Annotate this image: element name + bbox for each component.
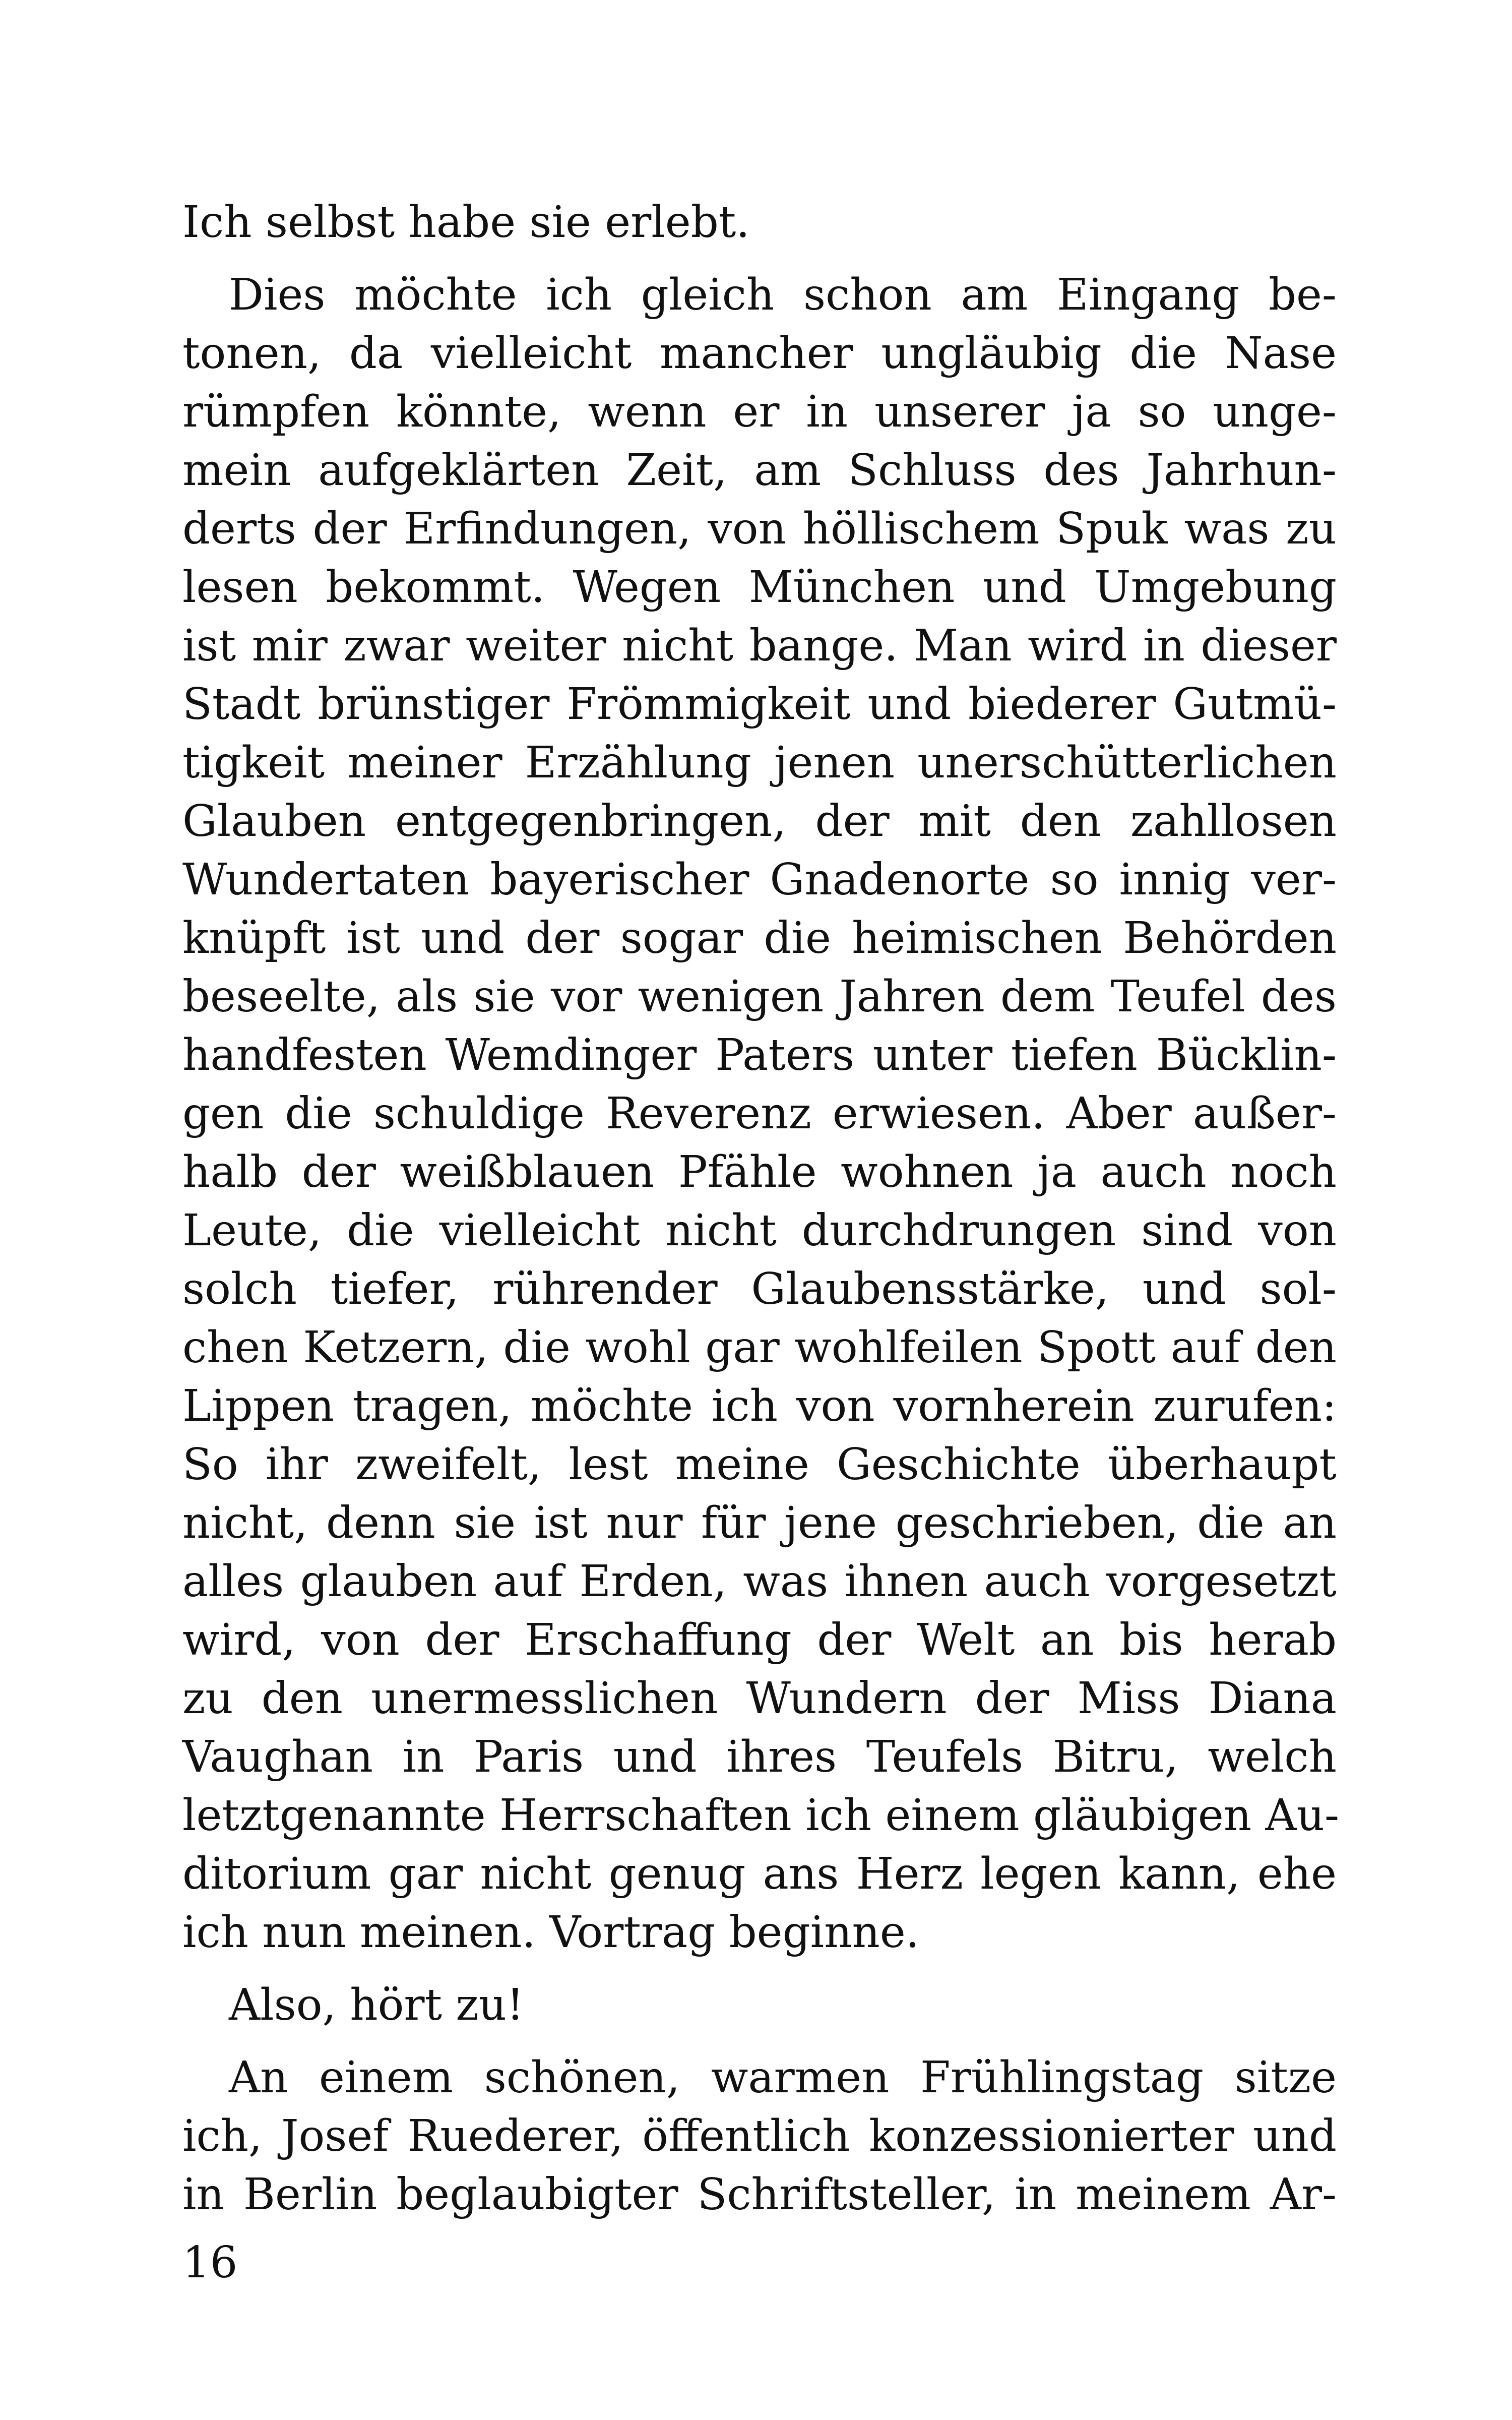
text-line: handfesten Wemdinger Paters unter tiefen Bücklin-	[182, 1030, 1337, 1080]
text-line: in Berlin beglaubigter Schriftsteller, in meinem Ar-	[182, 2169, 1337, 2220]
body-text	[182, 193, 1340, 2224]
text-line: gen die schuldige Reverenz erwiesen. Aber außer-	[182, 1088, 1337, 1139]
text-line: lesen bekommt. Wegen München und Umgebung	[182, 562, 1337, 613]
text-line: Also, hört zu!	[229, 1980, 524, 2030]
text-line: tigkeit meiner Erzählung jenen unerschütterlichen	[182, 738, 1337, 788]
text-line: beseelte, als sie vor wenigen Jahren dem Teufel des	[182, 972, 1337, 1022]
text-line: Vaughan in Paris und ihres Teufels Bitru, welch	[182, 1732, 1337, 1782]
text-line: chen Ketzern, die wohl gar wohlfeilen Spott auf den	[182, 1322, 1337, 1373]
text-line: nicht, denn sie ist nur für jene geschrieben, die an	[182, 1498, 1337, 1548]
text-line: ich, Josef Ruederer, öffentlich konzessionierter und	[182, 2111, 1337, 2161]
text-line: knüpft ist und der sogar die heimischen Behörden	[182, 913, 1337, 963]
text-line: halb der weißblauen Pfähle wohnen ja auch noch	[182, 1147, 1337, 1197]
text-line: ich nun meinen. Vortrag beginne.	[182, 1907, 920, 1958]
text-line: Wundertaten bayerischer Gnadenorte so innig ver-	[182, 855, 1337, 905]
text-line: Leute, die vielleicht nicht durchdrungen sind von	[182, 1205, 1337, 1256]
text-line: ist mir zwar weiter nicht bange. Man wird in dieser	[182, 621, 1337, 671]
page-number: 16	[182, 2237, 238, 2288]
text-line: derts der Erfindungen, von höllischem Spuk was zu	[182, 504, 1337, 554]
text-line: alles glauben auf Erden, was ihnen auch vorgesetzt	[182, 1556, 1337, 1607]
text-line: Dies möchte ich gleich schon am Eingang be-	[229, 270, 1337, 320]
text-line: tonen, da vielleicht mancher ungläubig die Nase	[182, 328, 1337, 379]
text-line: rümpfen könnte, wenn er in unserer ja so unge-	[182, 387, 1337, 437]
text-line: An einem schönen, warmen Frühlingstag sitze	[229, 2052, 1337, 2103]
text-line: Lippen tragen, möchte ich von vornherein zurufen:	[182, 1381, 1337, 1431]
text-line: Stadt brünstiger Frömmigkeit und biederer Gutmü-	[182, 679, 1337, 730]
text-line: wird, von der Erschaffung der Welt an bis herab	[182, 1615, 1337, 1665]
text-line: letztgenannte Herrschaften ich einem gläubigen Au-	[182, 1790, 1340, 1841]
text-line: zu den unermesslichen Wundern der Miss Diana	[182, 1673, 1337, 1724]
text-line: Ich selbst habe sie erlebt.	[182, 197, 750, 248]
text-line: So ihr zweifelt, lest meine Geschichte überhaupt	[182, 1439, 1337, 1490]
text-line: solch tiefer, rührender Glaubensstärke, und sol-	[182, 1264, 1337, 1314]
text-line: mein aufgeklärten Zeit, am Schluss des Jahrhun-	[182, 445, 1337, 496]
text-line: Glauben entgegenbringen, der mit den zahllosen	[182, 796, 1337, 846]
text-line: ditorium gar nicht genug ans Herz legen kann, ehe	[182, 1849, 1337, 1899]
